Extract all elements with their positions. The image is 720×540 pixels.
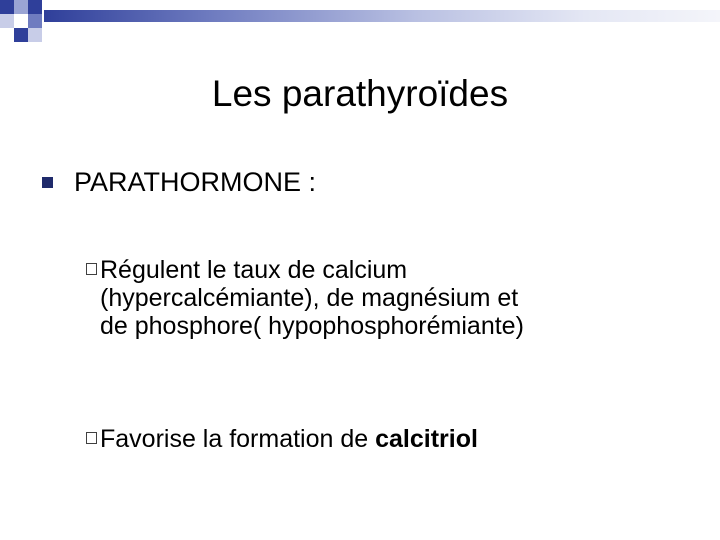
decorative-header-bar [44,10,720,22]
bullet-level2-text [100,425,686,453]
hollow-square-bullet-icon [86,263,97,275]
bullet-level1-text: PARATHORMONE : [74,167,317,197]
slide-title: Les parathyroïdes [211,73,509,114]
bullet-text-regular: Favorise la formation de [100,425,376,453]
bullet-level2-item [86,256,686,340]
filled-square-bullet-icon [42,177,53,188]
bullet-line: Régulent le taux de calcium [100,256,408,284]
bullet-level2-text [100,256,686,340]
decorative-squares-icon [0,0,60,50]
bullet-line: (hypercalcémiante), de magnésium et [100,284,519,312]
bullet-text-bold: calcitriol [375,425,478,453]
hollow-square-bullet-icon [86,432,97,444]
bullet-line: de phosphore( hypophosphorémiante) [100,312,524,340]
bullet-level2-item [86,425,686,453]
